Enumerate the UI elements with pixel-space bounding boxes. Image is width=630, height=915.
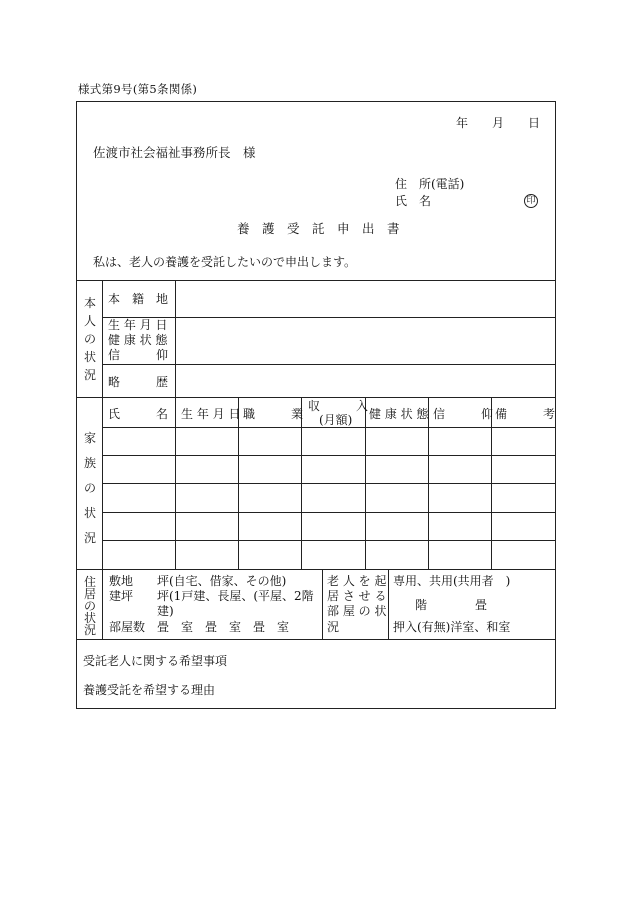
name-label: 氏 名	[395, 194, 432, 208]
rule	[102, 512, 555, 513]
self-side-label: 本 人 の 状 況	[83, 296, 96, 382]
date-year: 年	[456, 116, 469, 130]
seal-mark: 印	[524, 194, 538, 208]
rule	[388, 569, 389, 639]
wishes-label: 受託老人に関する希望事項	[83, 654, 228, 668]
reason-label: 養護受託を希望する理由	[83, 683, 216, 697]
religion-label: 信 仰	[108, 348, 169, 362]
form-title: 養 護 受 託 申 出 書	[237, 221, 400, 236]
statement: 私は、老人の養護を受託したいので申出します。	[93, 255, 357, 269]
address-label: 住 所(電話)	[395, 177, 465, 191]
rule	[77, 639, 555, 640]
rule	[102, 569, 103, 639]
elder-room-label-1: 老 人 を 起	[327, 574, 387, 588]
rule	[102, 455, 555, 456]
rule	[102, 483, 555, 484]
application-form	[76, 101, 556, 709]
col-health: 健 康 状 態	[369, 407, 429, 421]
rule	[102, 427, 555, 428]
birth-date-label: 生 年 月 日	[108, 318, 168, 332]
closet-line: 押入(有無)洋室、和室	[393, 620, 511, 634]
addressee: 佐渡市社会福祉事務所長 様	[93, 145, 256, 160]
elder-room-label-4: 況	[327, 620, 340, 634]
rule	[102, 317, 555, 318]
rooms-line: 部屋数 畳 室 畳 室 畳 室	[109, 620, 290, 634]
rule	[77, 397, 555, 398]
rule	[102, 540, 555, 541]
form-number: 様式第9号(第5条関係)	[78, 82, 198, 96]
elder-room-label-2: 居 さ せ る	[327, 589, 387, 603]
col-income: 収 入	[308, 399, 369, 413]
floor-line-1: 建坪 坪(1戸建、長屋、(平屋、2階	[109, 589, 314, 603]
col-birth: 生 年 月 日	[181, 407, 241, 421]
housing-side-label: 住 居 の 状 況	[83, 575, 96, 637]
history-label: 略 歴	[108, 375, 169, 389]
site-line: 敷地 坪(自宅、借家、その他)	[109, 574, 287, 588]
registered-domicile-label: 本 籍 地	[108, 292, 169, 306]
floor-line-2: 建)	[157, 604, 174, 618]
floor-mats-line: 階 畳	[415, 598, 488, 612]
rule	[175, 280, 176, 397]
date-day: 日	[528, 116, 541, 130]
col-income-monthly: (月額)	[319, 413, 353, 427]
col-name: 氏 名	[108, 407, 169, 421]
col-notes: 備 考	[495, 407, 556, 421]
rule	[77, 280, 555, 281]
usage-line: 専用、共用(共用者 )	[393, 574, 511, 588]
elder-room-label-3: 部 屋 の 状	[327, 604, 387, 618]
col-occupation: 職 業	[243, 407, 304, 421]
rule	[102, 280, 103, 397]
rule	[77, 569, 555, 570]
date-month: 月	[492, 116, 505, 130]
family-side-label: 家 族 の 状 況	[83, 431, 96, 545]
health-label: 健 康 状 態	[108, 333, 168, 347]
col-religion: 信 仰	[433, 407, 494, 421]
rule	[102, 364, 555, 365]
rule	[322, 569, 323, 639]
